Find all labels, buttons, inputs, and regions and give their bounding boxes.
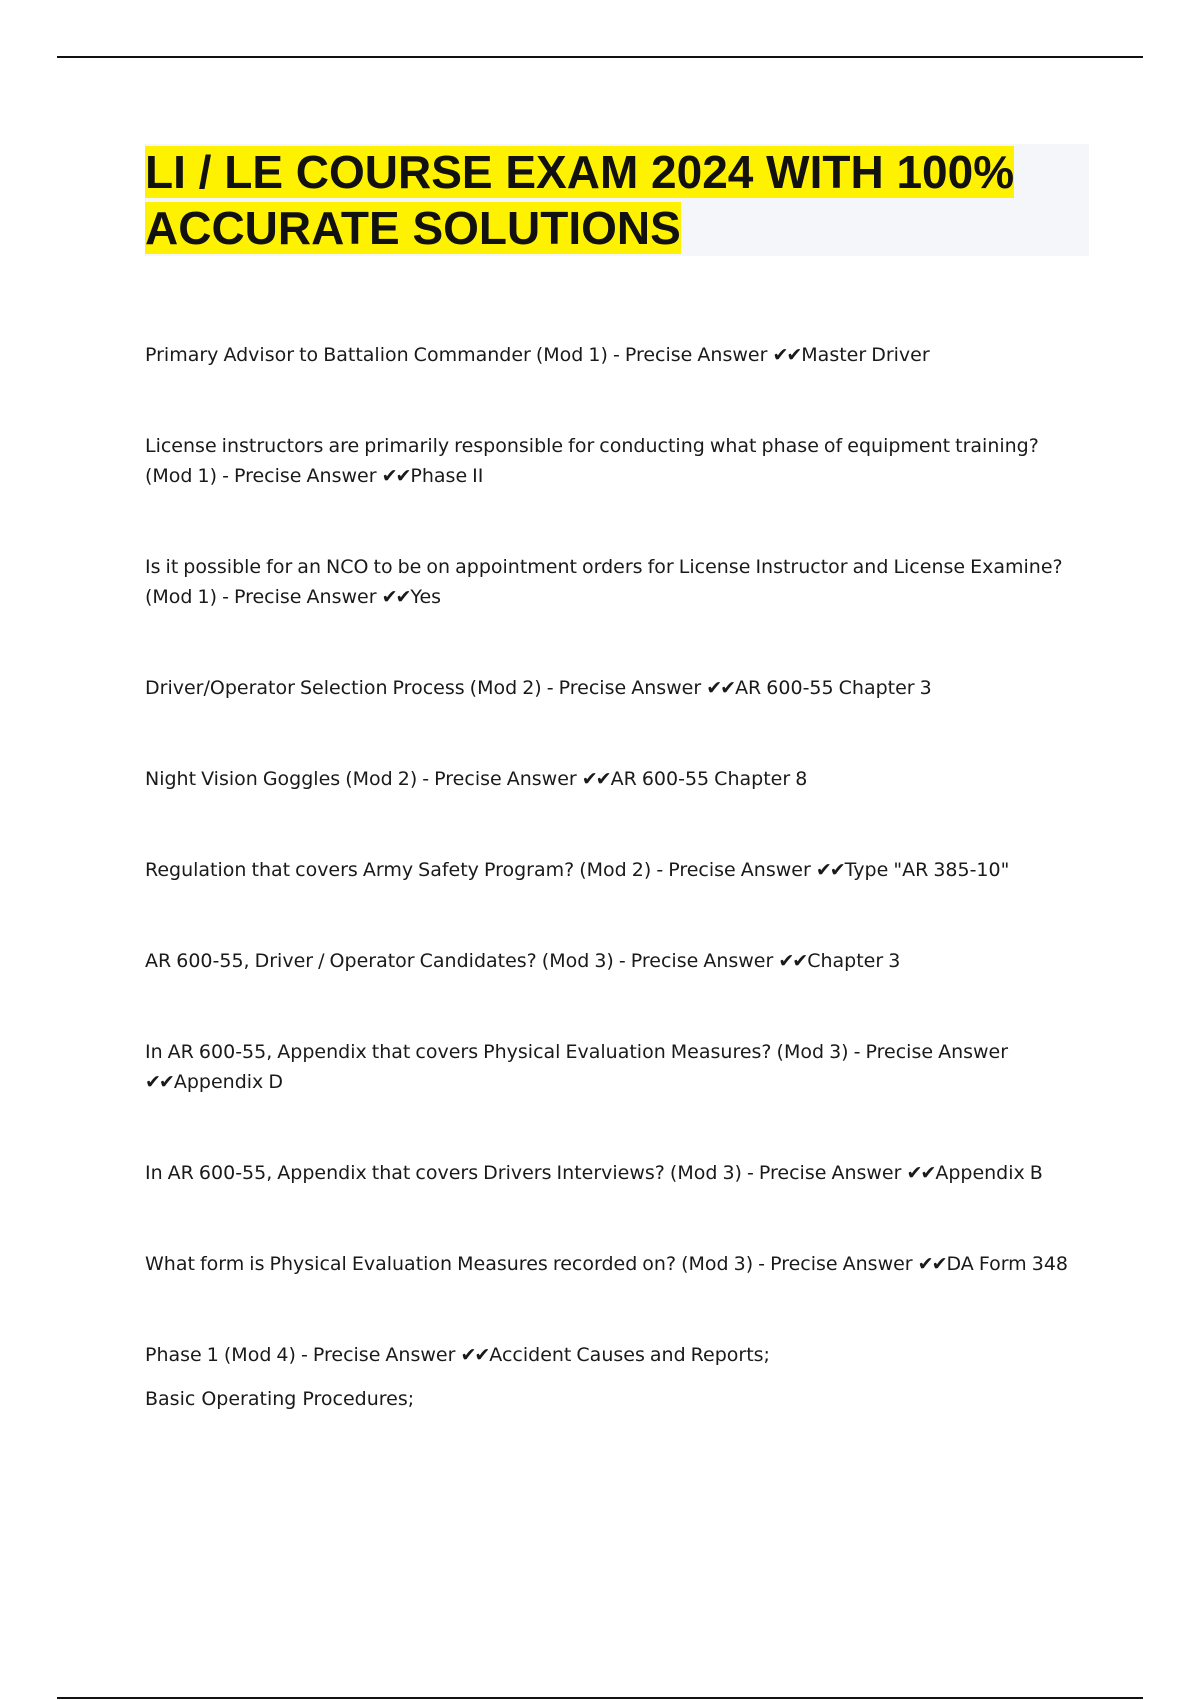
question-text: In AR 600-55, Appendix that covers Physical Evaluation Measures? (Mod 3) - Precise Answer [145, 1041, 1009, 1063]
answer-text: Chapter 3 [807, 950, 901, 972]
bottom-rule [57, 1697, 1143, 1699]
answer-text: Phase II [410, 465, 484, 487]
check-icon: ✔✔ [460, 1344, 489, 1366]
qa-item [145, 673, 1090, 703]
check-icon: ✔✔ [815, 859, 844, 881]
qa-item [145, 1249, 1090, 1279]
qa-item [145, 855, 1090, 885]
question-text: What form is Physical Evaluation Measures recorded on? (Mod 3) - Precise Answer [145, 1253, 913, 1275]
check-icon: ✔✔ [778, 950, 807, 972]
qa-list [145, 340, 1090, 1433]
answer-text: Yes [410, 586, 442, 608]
question-text: Night Vision Goggles (Mod 2) - Precise Answer [145, 768, 577, 790]
check-icon: ✔✔ [772, 344, 801, 366]
qa-item [145, 340, 1090, 370]
check-icon: ✔✔ [906, 1162, 935, 1184]
check-icon: ✔✔ [581, 768, 610, 790]
top-rule [57, 56, 1143, 58]
answer-text: AR 600-55 Chapter 3 [735, 677, 932, 699]
question-text: Is it possible for an NCO to be on appointment orders for License Instructor and License Examine? (Mod 1) - Precise Answer [145, 556, 1063, 608]
question-text: License instructors are primarily responsible for conducting what phase of equipment training? (Mod 1) - Precise Answer [145, 435, 1039, 487]
question-text: Primary Advisor to Battalion Commander (Mod 1) - Precise Answer [145, 344, 768, 366]
question-text: AR 600-55, Driver / Operator Candidates? (Mod 3) - Precise Answer [145, 950, 774, 972]
qa-item [145, 946, 1090, 976]
title-highlight: LI / LE COURSE EXAM 2024 WITH 100% ACCURATE SOLUTIONS [145, 146, 1015, 254]
question-text: In AR 600-55, Appendix that covers Drivers Interviews? (Mod 3) - Precise Answer [145, 1162, 902, 1184]
qa-item [145, 1340, 1090, 1370]
check-icon: ✔✔ [381, 586, 410, 608]
qa-item [145, 764, 1090, 794]
check-icon: ✔✔ [917, 1253, 946, 1275]
title-block [145, 144, 1089, 256]
qa-item [145, 1037, 1090, 1097]
answer-text: AR 600-55 Chapter 8 [610, 768, 808, 790]
qa-item [145, 552, 1090, 612]
answer-text: Type "AR 385-10" [844, 859, 1010, 881]
check-icon: ✔✔ [706, 677, 735, 699]
answer-text: Accident Causes and Reports; [489, 1344, 770, 1366]
check-icon: ✔✔ [381, 465, 410, 487]
answer-text: DA Form 348 [946, 1253, 1068, 1275]
qa-item [145, 1158, 1090, 1188]
answer-text: Master Driver [801, 344, 930, 366]
question-text: Driver/Operator Selection Process (Mod 2) - Precise Answer [145, 677, 702, 699]
check-icon: ✔✔ [145, 1071, 173, 1093]
qa-item [145, 431, 1090, 491]
answer-text: Appendix B [935, 1162, 1043, 1184]
question-text: Regulation that covers Army Safety Program? (Mod 2) - Precise Answer [145, 859, 811, 881]
question-text: Phase 1 (Mod 4) - Precise Answer [145, 1344, 456, 1366]
answer-text: Appendix D [173, 1071, 283, 1093]
answer-continuation: Basic Operating Procedures; [145, 1388, 415, 1410]
document-title [145, 144, 1089, 256]
